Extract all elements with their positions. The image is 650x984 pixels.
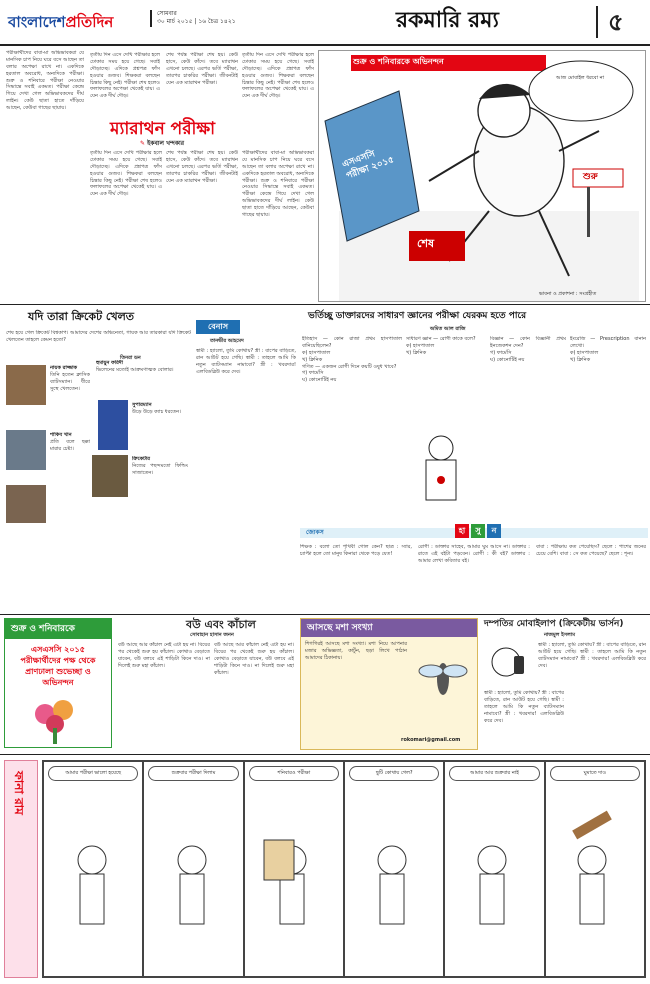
joke-item: রোগী : ডাক্তার সাহেব, আমার ঘুম আসে না। ডাক্তার : রাতে এই বইটা পড়বেন। রোগী : কী বই? ডাক্তার : আমার লেখা কবিতার বই। xyxy=(418,544,530,564)
marathon-col-top: তৃতীয় দিন এসে দেখি পরীক্ষার হলে ঢোকার সময় হয়ে গেছে। সবাই দৌড়াচ্ছে। এদিকে প্রশ্নপত্র ফাঁস হওয়ার গুজব। শিক্ষকরা বলছেন চিন্তার কিছু নেই। পরীক্ষা শেষ হলেও ফলাফলের অপেক্ষা থেকেই যায়। এ যেন এক দীর্ঘ দৌড়। xyxy=(90,52,160,100)
panel-caption: ঘুমাতে দাও xyxy=(550,766,640,781)
flower-bouquet-icon xyxy=(5,694,109,744)
mosquito-title: আসছে মশা সংখ্যা xyxy=(301,619,477,637)
joke-item: শিক্ষক : বলো তো পৃথিবী গোল কেন? ছাত্র : স্যার, চ্যাপ্টা হলে তো মানুষ কিনারা থেকে পড়ে যেত! xyxy=(300,544,412,557)
illustration-credit: ভাবনা ও প্রকাশনা : সংগ্রহীত xyxy=(539,291,597,297)
doctor-cartoon xyxy=(406,430,476,510)
admission-title: ভর্তিচ্ছু ডাক্তারদের সাধারণ জ্ঞানের পরীক্ষা যেরকম হতে পারে xyxy=(308,311,527,321)
pen-icon: ✎ xyxy=(140,140,148,147)
question: ইংরেজি — Prescription বানান লেখো। xyxy=(570,336,646,349)
bou-byline: সোবাহান হাসান জনন xyxy=(190,632,234,638)
option: ক) হাসপাতাল xyxy=(406,342,435,349)
option: গ) ফার্মেসি xyxy=(490,349,512,356)
mosquito-box xyxy=(300,618,478,750)
cricket-title: যদি তারা ক্রিকেট খেলত xyxy=(28,310,135,323)
player-desc: নিজের পছন্দমতো ফিল্ডিং সাজাতেন। xyxy=(132,462,188,476)
option: ঘ) কোনোটিই নয় xyxy=(302,377,337,384)
laugh-letter: হা xyxy=(455,524,469,538)
laugh-letter: সু xyxy=(471,524,485,538)
marathon-title: ম্যারাথন পরীক্ষা xyxy=(110,119,216,139)
panel-caption: শুক্রবার পরীক্ষা দিলাম xyxy=(148,766,238,781)
option: ঘ) কোনোটিই নয় xyxy=(490,356,525,363)
joke-item: বাবা : পরীক্ষায় কত পেয়েছিস? ছেলে : পাশের জনের চেয়ে বেশি। বাবা : সে কত পেয়েছে? ছেলে : শূন্য। xyxy=(536,544,646,557)
actor-photo xyxy=(6,365,46,405)
marathon-col3: পরীক্ষার্থীদের বাবা-মা অভিভাবকরা যে মানসিক চাপ নিয়ে ঘরে বসে আছেন তা বলার অপেক্ষা রাখে না। একদিকে হরতাল অবরোধ, অন্যদিকে পরীক্ষা। শুক্র ও শনিবারে পরীক্ষা নেওয়ার সিদ্ধান্তে সবাই একমত। পরীক্ষা কেন্দ্রে গিয়ে দেখা গেল অভিভাবকদের দীর্ঘ লাইন। কেউ ছাতা হাতে দাঁড়িয়ে আছেন, কেউবা গাছের ছায়ায়। xyxy=(242,150,314,219)
option: গ) ফার্মেসি xyxy=(302,370,324,377)
mosquito-icon xyxy=(413,649,473,709)
actor-photo xyxy=(92,455,128,497)
player-desc: তিনি হতেন ক্লাসিক ব্যাটসম্যান। ধীরে সুস্থে খেলতেন। xyxy=(50,371,90,392)
benash-text: স্বামী : হ্যালো, তুমি কোথায়? স্ত্রী : বাপের বাড়িতে, রান আউট হয়ে গেছি। স্বামী : তাহলে আমি কি নতুন ব্যাটসম্যান নামাবো? স্ত্রী : খবরদার! এলবিডব্লিউ করে দেব। xyxy=(196,348,296,375)
dateline xyxy=(150,10,236,27)
greeting-box xyxy=(4,618,112,748)
section-title: রকমারি রম্য xyxy=(396,8,499,33)
bou-col1: বউ আছে আর কাঁচাল নেই এটা হয় না। বিয়ের পর থেকেই শুরু হয় কাঁচাল। কোথাও বেড়াতে যাবেন, বউ বলবে এই শাড়িটা কিনে দাও। না দিলেই শুরু মহা কাঁচাল। xyxy=(118,642,210,669)
board-text: এসএসসি পরীক্ষা ২০১৫ xyxy=(340,149,396,182)
player-card xyxy=(132,456,188,506)
phone-cartoon xyxy=(484,642,534,686)
admission-col4 xyxy=(570,336,646,522)
bou-title: বউ এবং কাঁচাল xyxy=(186,618,256,631)
admission-col1 xyxy=(302,336,402,522)
mobile-col1: স্বামী : হ্যালো, তুমি কোথায়? স্ত্রী : বাপের বাড়িতে, রান আউট হয়ে গেছি। স্বামী : তাহলে আমি কি নতুন ব্যাটসম্যান নামাবো? স্ত্রী : খবরদার! এলবিডব্লিউ করে দেব। xyxy=(484,690,564,724)
option: খ) ক্লিনিক xyxy=(302,356,323,363)
weekday: সোমবার xyxy=(157,10,177,17)
left-column-text: পরীক্ষার্থীদের বাবা-মা অভিভাবকরা যে মানসিক চাপ নিয়ে ঘরে বসে আছেন তা বলার অপেক্ষা রাখে না। একদিকে হরতাল অবরোধ, অন্যদিকে পরীক্ষা। শুক্র ও শনিবারে পরীক্ষা নেওয়ার সিদ্ধান্তে সবাই একমত। পরীক্ষা কেন্দ্রে গিয়ে দেখা গেল অভিভাবকদের দীর্ঘ লাইন। কেউ ছাতা হাতে দাঁড়িয়ে আছেন, কেউবা গাছের ছায়ায়। xyxy=(6,50,84,112)
option: ক) হাসপাতাল xyxy=(302,349,331,356)
panel-caption: আমার পরীক্ষা ভালো হয়েছে xyxy=(48,766,138,781)
player-name: সুপারম্যান xyxy=(132,402,152,408)
divider xyxy=(0,614,650,615)
player-name: ক্রিকেটার xyxy=(132,456,151,462)
banner-text: শুক্র ও শনিবারকে অভিনন্দন xyxy=(353,57,444,66)
benash-tag: বেনাস xyxy=(196,320,240,334)
newspaper-logo xyxy=(8,12,113,32)
jokes-label: জোকস xyxy=(306,529,324,536)
logo-part1: বাংলাদেশ xyxy=(8,13,66,31)
mosquito-text: শিগগিরই আসছে মশা সংখ্যা। মশা নিয়ে আপনার মজার অভিজ্ঞতা, কার্টুন, ছড়া লিখে পাঠান আমাদের ঠিকানায়। xyxy=(305,641,407,661)
laugh-letters xyxy=(455,524,501,538)
superman-photo xyxy=(98,400,128,450)
player-card xyxy=(96,360,186,396)
admission-byline: অমিত আল রাজি xyxy=(430,326,466,332)
player-name: হুমায়ুন ফরিদী xyxy=(96,360,123,366)
actor-photo xyxy=(6,485,46,523)
mosquito-email: rokomari@gmail.com xyxy=(401,737,461,743)
panel-caption: আমার আর শুক্রবার নাই xyxy=(449,766,539,781)
speech-bubble: আজ মোবাইল ধরবো না xyxy=(555,75,605,81)
marathon-illustration xyxy=(318,50,646,302)
byline-text: ইকবাল খন্দকার xyxy=(147,140,185,147)
finish-sign: শেষ xyxy=(417,237,435,250)
player-card xyxy=(50,365,90,425)
option: খ) ক্লিনিক xyxy=(570,356,591,363)
strip-label-box xyxy=(4,760,38,978)
player-name: নায়ক রাজ্জাক xyxy=(50,365,78,371)
panel-caption: ছুটি কোথায় গেল? xyxy=(349,766,439,781)
date: ৩০ মার্চ ২০১৫ | ১৬ চৈত্র ১৪২১ xyxy=(157,18,236,26)
question: ইতিহাস — কোন রাজা প্রথম হাসপাতাল বানিয়েছিলেন? xyxy=(302,336,402,349)
marathon-col1: তৃতীয় দিন এসে দেখি পরীক্ষার হলে ঢোকার সময় হয়ে গেছে। সবাই দৌড়াচ্ছে। এদিকে প্রশ্নপত্র ফাঁস হওয়ার গুজব। শিক্ষকরা বলছেন চিন্তার কিছু নেই। পরীক্ষা শেষ হলেও ফলাফলের অপেক্ষা থেকেই যায়। এ যেন এক দীর্ঘ দৌড়। xyxy=(90,150,162,198)
actor-photo xyxy=(6,430,46,470)
masthead xyxy=(0,0,650,46)
player-desc: প্রতি বলে ছক্কা মারার চেষ্টা। xyxy=(50,438,90,452)
bou-col2: বউ আছে আর কাঁচাল নেই এটা হয় না। বিয়ের পর থেকেই শুরু হয় কাঁচাল। কোথাও বেড়াতে যাবেন, বউ বলবে এই শাড়িটা কিনে দাও। না দিলেই শুরু মহা কাঁচাল। xyxy=(214,642,294,676)
panel-caption: শনিবারও পরীক্ষা xyxy=(249,766,339,781)
cricket-intro: শেষ হয়ে গেল ক্রিকেট বিশ্বকাপ। আমাদের দেশের অভিনেতা, গায়ক আর তারকারা যদি ক্রিকেট খেলতেন তাহলে কেমন হতো? xyxy=(6,330,191,343)
marathon-col2: শেষ পর্যন্ত পরীক্ষা শেষ হয়। কেউ হাসে, কেউ কাঁদে। তবে ম্যারাথন এখনো চলছে। এরপর ভর্তি পরীক্ষা, তারপর চাকরির পরীক্ষা। জীবনটাই যেন এক ম্যারাথন পরীক্ষা। xyxy=(166,150,238,184)
doctor-illustration xyxy=(406,430,476,510)
admission-col3 xyxy=(490,336,566,522)
marathon-col-top2: শেষ পর্যন্ত পরীক্ষা শেষ হয়। কেউ হাসে, কেউ কাঁদে। তবে ম্যারাথন এখনো চলছে। এরপর ভর্তি পরীক্ষা, তারপর চাকরির পরীক্ষা। জীবনটাই যেন এক ম্যারাথন পরীক্ষা। xyxy=(166,52,238,86)
player-card xyxy=(50,432,90,482)
greeting-text: এসএসসি ২০১৫ পরীক্ষার্থীদের পক্ষ থেকে প্রাণঢালা শুভেচ্ছা ও অভিনন্দন xyxy=(20,645,96,687)
divider xyxy=(0,754,650,755)
player-desc: ভিলেনের মতোই আক্রমণাত্মক বোলার। xyxy=(96,366,174,373)
start-sign: শুরু xyxy=(583,172,598,182)
question: সাধারণ জ্ঞান — রোগী কাকে বলে? xyxy=(406,336,476,342)
mobile-byline: নাজমুল ইসলাম xyxy=(544,632,576,638)
player-desc: উড়ে উড়ে ক্যাচ ধরতেন। xyxy=(132,408,181,415)
question: গণিত — একজন রোগী দিনে কয়টি ওষুধ খাবে? xyxy=(302,363,397,370)
option: খ) ক্লিনিক xyxy=(406,349,427,356)
question: বিজ্ঞান — কোন বিজ্ঞানী প্রথম ইনজেকশন দেন? xyxy=(490,336,566,349)
laugh-letter: ন xyxy=(487,524,501,538)
marathon-byline xyxy=(140,140,184,148)
logo-part2: প্রতিদিন xyxy=(65,13,114,31)
option: ক) হাসপাতাল xyxy=(570,349,599,356)
strip-label: ফানা রাম xyxy=(12,771,27,815)
admission-col2 xyxy=(406,336,486,426)
mobile-col2: স্বামী : হ্যালো, তুমি কোথায়? স্ত্রী : বাপের বাড়িতে, রান আউট হয়ে গেছি। স্বামী : তাহলে আমি কি নতুন ব্যাটসম্যান নামাবো? স্ত্রী : খবরদার! এলবিডব্লিউ করে দেব। xyxy=(538,642,646,669)
benash-byline: তানভীর আহমেদ xyxy=(210,338,244,344)
cricket-byline: তিনরা ডন xyxy=(120,355,141,361)
greeting-bar: শুক্র ও শনিবারকে xyxy=(5,619,111,639)
marathon-col-top3: তৃতীয় দিন এসে দেখি পরীক্ষার হলে ঢোকার সময় হয়ে গেছে। সবাই দৌড়াচ্ছে। এদিকে প্রশ্নপত্র ফাঁস হওয়ার গুজব। শিক্ষকরা বলছেন চিন্তার কিছু নেই। পরীক্ষা শেষ হলেও ফলাফলের অপেক্ষা থেকেই যায়। এ যেন এক দীর্ঘ দৌড়। xyxy=(242,52,314,100)
mobile-title: দম্পতির মোবাইলাপ (ক্রিকেটীয় ভার্সন) xyxy=(484,619,624,629)
page-number: ৫ xyxy=(596,6,624,38)
divider xyxy=(0,304,650,305)
strip-figures xyxy=(42,800,646,978)
player-name: শাকিব খান xyxy=(50,432,72,438)
player-card xyxy=(132,402,188,446)
